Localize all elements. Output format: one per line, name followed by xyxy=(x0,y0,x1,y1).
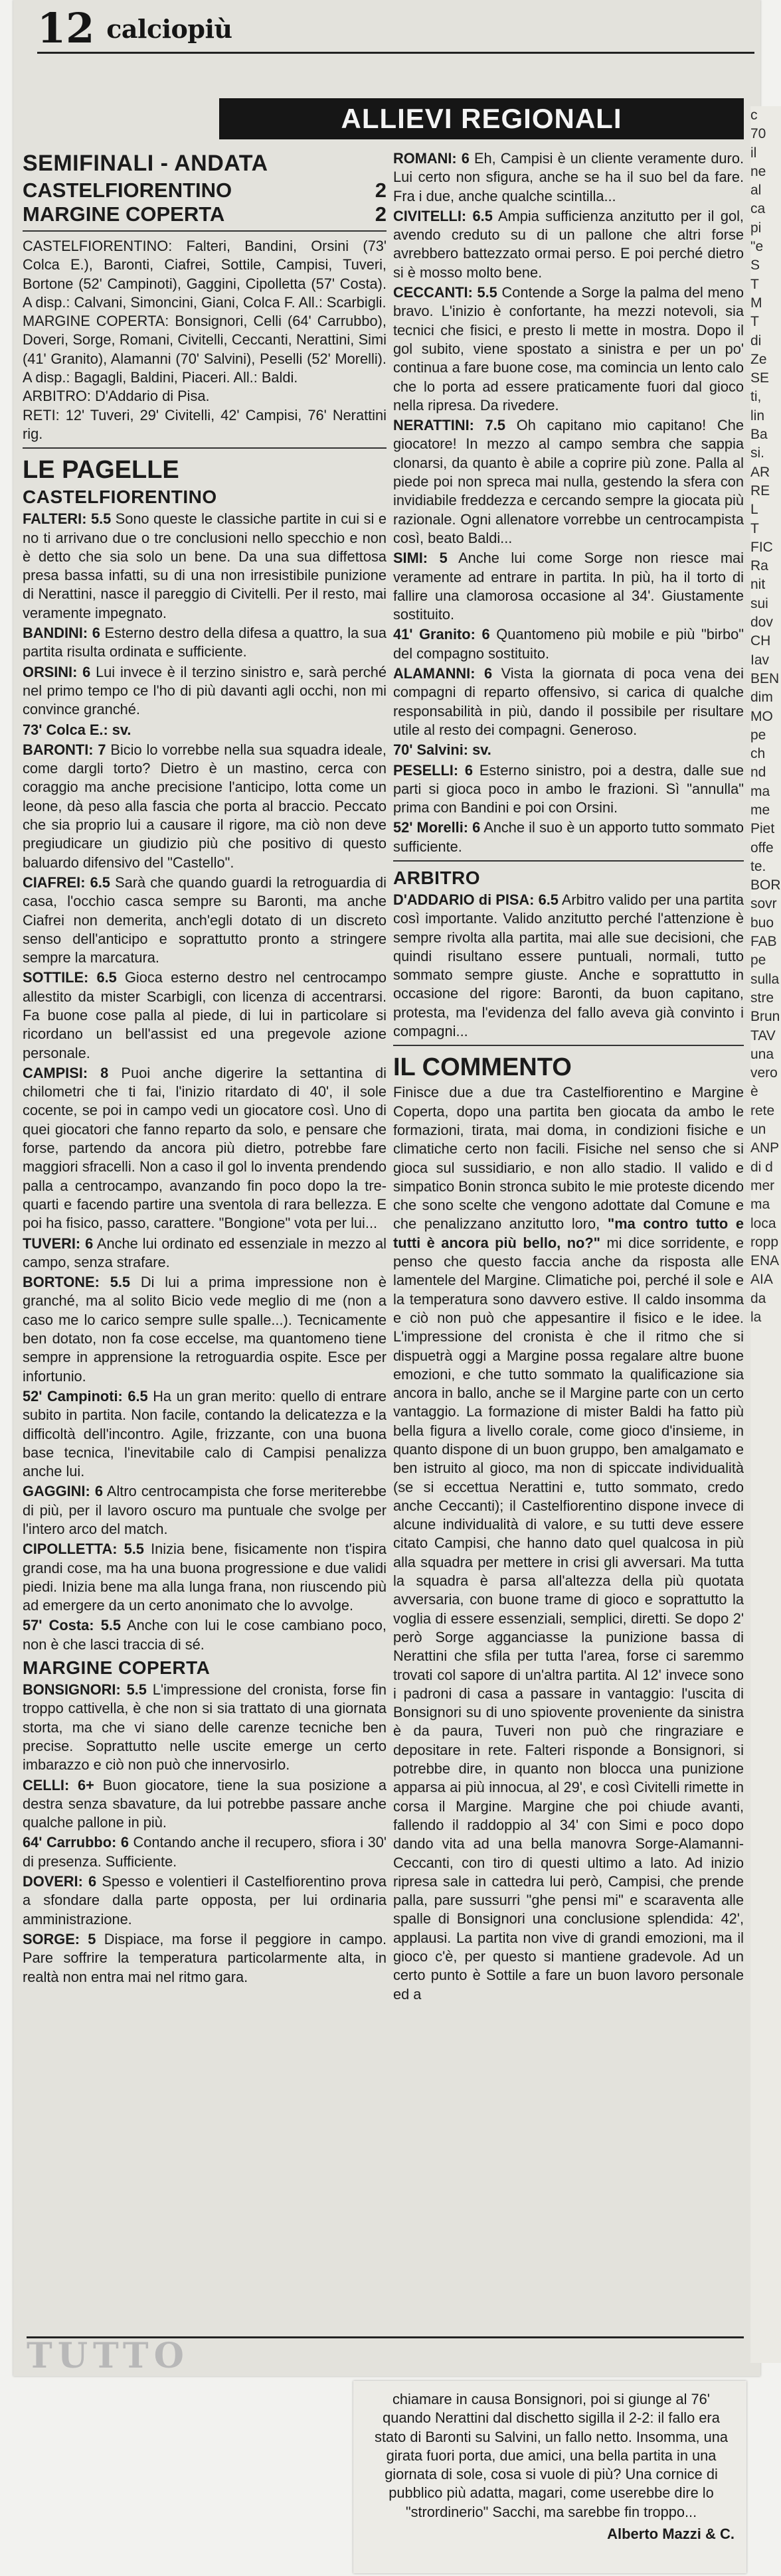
adjacent-page-fragment: CH xyxy=(750,633,771,649)
referee-text: Arbitro valido per una partita così importante. Valido anzitutto perché l'attenzione è sempre rivolta alla partita, mai alle sue decisioni, che quindi risultano essere puntuali, normali, tutto sommato sempre giuste. Anche e soprattutto in occasione del rigore: Baronti, da buon capitano, protesta, ma l'evidenza del fallo aveva già convinto i compagni... xyxy=(393,891,744,1040)
rating-comment: Oh capitano mio capitano! Che giocatore! In mezzo al campo sembra che sappia clonarsi, da quanto è abile a coprire più zone. Palla al piede poi non spreca mai nulla, gestendo la sfera con invidiabile freddezza e cercando sempre la giocata più razionale. Ogni allenatore vorrebbe un centrocampista così, beato Baldi... xyxy=(393,417,744,546)
adjacent-page-fragment: vero xyxy=(750,1065,778,1081)
adjacent-page-fragment: dim xyxy=(750,690,773,706)
adjacent-page-fragment: T xyxy=(750,276,759,292)
section-banner: ALLIEVI REGIONALI xyxy=(219,98,744,139)
player-rating: 52' Morelli: 6 xyxy=(393,819,481,836)
adjacent-page-fragment: FAB xyxy=(750,934,777,950)
adjacent-page-fragment: la xyxy=(750,1310,762,1325)
adjacent-page-fragment: lin xyxy=(750,408,765,423)
commento-text-2: mi dice sorridente, e penso che questo faccia anche da risposta alle lamentele del Margine. Climatiche poi, perché il sole e la temperatura sono davvero estive. Il caldo insomma e ciò non può che appesantire il fisico e le idee. L'impressione del cronista è che il ritmo che si dispuetrà oggi a Margine possa regalare altre buone emozioni, e che tutto sommato la qualificazione sia ancora in ballo, anche se il Margine parte con un certo vantaggio. La formazione di mister Baldi ha fatto più bella figura a livello corale, come gioco d'insieme, in quanto dispone di un buon gruppo, ben amalgamato e ben istruito al gioco, ma non di spiccate individualità (se si eccettua Nerattini e, tutto sommato, credo anche Ceccanti); il Castelfiorentino dispone invece di alcune individualità di valore, e su tutti deve essere citato Campisi, che hanno dato quel qualcosa in più alla squadra per mettere in crisi gli avversari. Ma tutta la squadra è parsa all'altezza della più quotata avversaria, con buone trame di gioco e soprattutto la voglia di essere essenziali, semplici, diretti. Se dopo 2' però Sorge agganciasse la punizione bassa di Nerattini che sfila per tutta l'area, forse ci saremmo trovati col sapore di un'altra partita. Al 12' invece sono i padroni di casa a passare in vantaggio: l'uscita di Bonsignori su di uno spiovente proveniente da sinistra è da paura, Tuveri non può che ringraziare e depositare in rete. Falteri risponde a Bonsignori, si potrebbe dire, in quanto non blocca una punizione apparsa ai più innocua, al 29', e così Civitelli rimette in corsa il Margine. Margine che poi chiude avanti, fallendo il raddoppio al 34' con Simi e poco dopo dando vita ad una bella manovra Sorge-Alamanni-Ceccanti, con tiro di questi ultimo a lato. Ad inizio ripresa sale in cattedra lui però, Campisi, che prende palla, pare sussurri "ghe pensi mi" e scaraventa alle spalle di Bonsignori una conclusione splendida: 42', applausi. La partita non vive di grandi emozioni, ma il gioco c'è, per questo si mantiene gradevole. Ad un certo punto è Sottile a fare un buon lavoro personale ed a xyxy=(393,1234,744,2003)
player-rating: ROMANI: 6 xyxy=(393,150,470,167)
referee-rating xyxy=(393,891,744,1041)
player-rating: SORGE: 5 xyxy=(23,1930,96,1947)
commento-body xyxy=(393,1083,744,2004)
adjacent-page-fragment: Ra xyxy=(750,558,768,574)
rating-comment: Anche lui come Sorge non riesce mai veramente ad entrare in partita. In più, ha il torto di fallire una clamorosa occasione al 34'. Giustamente sostituito. xyxy=(393,550,744,623)
divider xyxy=(23,230,387,232)
adjacent-page-fragment: stre xyxy=(750,990,774,1006)
adjacent-page-fragment: Iav xyxy=(750,652,770,668)
adjacent-page-fragment: Ba xyxy=(750,427,768,443)
adjacent-page-fragment: ANP xyxy=(750,1140,780,1156)
player-rating: PESELLI: 6 xyxy=(393,761,474,779)
adjacent-page-fragment: ti, xyxy=(750,389,762,405)
next-article-teaser: TUTTO xyxy=(27,2336,744,2374)
commento-title: IL COMMENTO xyxy=(393,1053,572,1082)
player-rating: 57' Costa: 5.5 xyxy=(23,1617,121,1634)
player-rating: BANDINI: 6 xyxy=(23,625,100,642)
player-rating: DOVERI: 6 xyxy=(23,1873,97,1890)
adjacent-page-fragment: buo xyxy=(750,915,774,931)
adjacent-page-fragment: pe xyxy=(750,952,766,968)
rating-comment: Spesso e volentieri il Castelfiorentino prova a sfondare dalla parte opposta, per lui ordinaria amministrazione. xyxy=(23,1873,387,1928)
rating-item xyxy=(23,721,387,739)
adjacent-page-fragment: un xyxy=(750,1122,766,1138)
adjacent-page-fragment: S xyxy=(750,258,760,273)
rating-item xyxy=(23,741,387,872)
rating-item xyxy=(393,761,744,818)
commento-text-1: Finisce due a due tra Castelfiorentino e Margine Coperta, dopo una partita ben giocata da ambo le formazioni, tirata, mai doma, in condizioni fisiche e climatiche certo non facili. Fisiche nel senso che si gioca sul sussidiario, e non allo stadio. Il valido e simpatico Bonin stronca subito le mie proteste dicendo che sono scelte che vengono adottate dal Comune e che penalizzano anzitutto loro, xyxy=(393,1084,744,1233)
rating-item xyxy=(23,1833,387,1871)
rating-item xyxy=(23,1930,387,1987)
rating-item xyxy=(23,1064,387,1233)
rating-comment: Dispiace, ma forse il peggiore in campo. Pare soffrire la temperatura particolarmente alta, in realtà non entra mai nel ritmo gara. xyxy=(23,1930,387,1985)
adjacent-page-fragment: "e xyxy=(750,239,764,255)
rating-item xyxy=(23,968,387,1062)
player-rating: CIAFREI: 6.5 xyxy=(23,873,110,891)
rating-comment: Bicio lo vorrebbe nella sua squadra ideale, come dargli torto? Dietro è un mastino, cerca con coraggio ma anche precisione l'anticipo, lotta come un leone, dà peso alla fascia che porta al braccio. Peccato che sia proprio lui a causare il rigore, ma ciò non deve pregiudicare un giudizio più che positivo di questo baluardo difensivo del "Castello". xyxy=(23,741,387,871)
rating-item xyxy=(393,207,744,282)
adjacent-page-fragment: loca xyxy=(750,1215,776,1231)
masthead xyxy=(37,0,754,54)
away-ratings-list xyxy=(23,1681,387,1987)
adjacent-page-fragment: me xyxy=(750,802,770,818)
referee-name: D'ADDARIO di PISA: 6.5 xyxy=(393,891,559,908)
rating-comment: Lui invece è il terzino sinistro e, sarà perché nel primo tempo ce l'ho di più davanti agli occhi, non mi convince granché. xyxy=(23,663,387,718)
adjacent-page-fragment: c xyxy=(750,108,758,123)
rating-item xyxy=(23,663,387,720)
rating-item xyxy=(23,1681,387,1774)
adjacent-page-fragment: Ze xyxy=(750,351,767,367)
player-rating: TUVERI: 6 xyxy=(23,1235,94,1252)
home-team-name: CASTELFIORENTINO xyxy=(23,179,232,202)
adjacent-page-fragment: AIA xyxy=(750,1272,773,1288)
adjacent-page-fragment: nd xyxy=(750,765,766,781)
rating-comment: Gioca esterno destro nel centrocampo allestito da mister Scarbigli, con licenza di accentrarsi. Fa buone cose palla al piede, di lui in particolare si ricordano un bell'assist ed una pregevole azione personale. xyxy=(23,969,387,1061)
player-rating: BORTONE: 5.5 xyxy=(23,1274,131,1291)
away-team-name: MARGINE COPERTA xyxy=(23,202,225,226)
adjacent-page-fragment: Brun xyxy=(750,1009,780,1025)
adjacent-page-fragment: è xyxy=(750,1084,758,1100)
rating-item xyxy=(23,873,387,967)
rating-item xyxy=(393,549,744,624)
home-ratings-list xyxy=(23,510,387,1654)
rating-item xyxy=(393,741,744,759)
adjacent-page-fragment: ma xyxy=(750,1197,770,1213)
rating-comment: Sarà che quando guardi la retroguardia di casa, l'occhio casca sempre su Baronti, ma anche Ciafrei non demerita, anch'egli dotato di un discreto senso dell'anticipo e soprattutto pronto a stringere sempre la marcatura. xyxy=(23,873,387,966)
adjacent-page-fragment: ropp xyxy=(750,1234,779,1250)
adjacent-page-fragment: M xyxy=(750,295,762,311)
rating-item xyxy=(23,510,387,623)
adjacent-page-fragment: da xyxy=(750,1290,766,1306)
adjacent-page-fragment: una xyxy=(750,1046,774,1062)
adjacent-page-fragment: il xyxy=(750,145,757,161)
adjacent-page-fragment: sovr xyxy=(750,896,777,912)
rating-comment: Altro centrocampista che forse meriterebbe di più, per il lavoro oscuro ma puntuale che svolge per l'intero arco del match. xyxy=(23,1483,387,1537)
player-rating: CAMPISI: 8 xyxy=(23,1064,109,1081)
adjacent-page-fragment: SE xyxy=(750,370,770,386)
rating-item xyxy=(393,416,744,548)
player-rating: CIPOLLETTA: 5.5 xyxy=(23,1541,144,1558)
rating-comment: Anche lui ordinato ed essenziale in mezzo al campo, senza strafare. xyxy=(23,1235,387,1270)
adjacent-page-fragment: ma xyxy=(750,783,770,799)
adjacent-page-fragment: ca xyxy=(750,201,766,217)
player-rating: 41' Granito: 6 xyxy=(393,626,490,643)
away-team-row xyxy=(23,202,387,226)
divider xyxy=(393,1045,744,1046)
adjacent-page-fragment: L xyxy=(750,502,758,518)
player-rating: CIVITELLI: 6.5 xyxy=(393,207,493,224)
rating-item xyxy=(23,1235,387,1272)
rating-comment: Contende a Sorge la palma del meno bravo. L'inizio è confortante, ha mezzi notevoli, sia tecnici che fisici, e presto li mette in mostra. Dopo il gol subito, viene spostato a sinistra e per un po' continua a fare buone cose, ma comincia un lento calo che lo porta ad essere praticamente fuori dal gioco nella ripresa. Da rivedere. xyxy=(393,284,744,414)
rating-item xyxy=(393,283,744,415)
match-stage: SEMIFINALI - ANDATA xyxy=(23,151,268,176)
rating-comment: Buon giocatore, tiene la sua posizione a destra senza sbavature, da lui potrebbe passare anche qualche pallone in più. xyxy=(23,1776,387,1831)
rating-item xyxy=(393,818,744,856)
right-column xyxy=(393,149,744,2370)
adjacent-page-fragment: mer xyxy=(750,1177,775,1193)
rating-item xyxy=(23,1482,387,1539)
adjacent-page-fragment: rete xyxy=(750,1102,775,1118)
player-rating: BONSIGNORI: 5.5 xyxy=(23,1681,147,1699)
player-rating: 70' Salvini: sv. xyxy=(393,741,491,759)
adjacent-page-fragment: si. xyxy=(750,445,764,461)
player-rating: BARONTI: 7 xyxy=(23,741,106,758)
player-rating: ALAMANNI: 6 xyxy=(393,665,493,682)
referee-line: ARBITRO: D'Addario di Pisa. xyxy=(23,388,210,405)
home-ratings-header: CASTELFIORENTINO xyxy=(23,487,217,508)
adjacent-page-fragment: di d xyxy=(750,1159,773,1175)
rating-item xyxy=(393,149,744,206)
author-signature: Alberto Mazzi & C. xyxy=(607,2526,735,2543)
adjacent-page-fragment: AR xyxy=(750,464,770,480)
rating-comment: Anche il suo è un apporto tutto sommato sufficiente. xyxy=(393,819,744,855)
player-rating: 52' Campinoti: 6.5 xyxy=(23,1387,148,1404)
referee-title: ARBITRO xyxy=(393,867,481,888)
adjacent-page-fragment: 70 xyxy=(750,126,766,142)
commento-quote: "ma contro tutto e tutti è ancora più bello, no?" xyxy=(393,1215,744,1251)
adjacent-page-fragment: di xyxy=(750,333,762,348)
player-rating: CECCANTI: 5.5 xyxy=(393,284,497,301)
rating-item xyxy=(23,1387,387,1481)
pagelle-title: LE PAGELLE xyxy=(23,456,179,485)
player-rating: GAGGINI: 6 xyxy=(23,1483,103,1500)
player-rating: NERATTINI: 7.5 xyxy=(393,417,505,434)
rating-comment: Puoi anche digerire la settantina di chilometri che ti fai, l'inizio ritardato di 40', il sole cocente, se poi in campo vedi un giocatore così. Uno di quei giocatori che fanno reparto da solo, e pensare che forse, partendo da ancora più dietro, potrebbe fare maggiori sfracelli. Non a caso il gol lo inventa prendendo palla a centrocampo, avanzando fin poco dopo la tre-quarti e facendo partire una sventola di rara bellezza. E poi ha fisico, passo, carattere. "Bongione" vota per lui... xyxy=(23,1064,387,1232)
adjacent-page-fragment: ch xyxy=(750,746,766,762)
adjacent-page-fragment: Piet xyxy=(750,821,775,837)
player-rating: FALTERI: 5.5 xyxy=(23,510,112,528)
rating-comment: Ampia sufficienza anzitutto per il gol, avendo creduto su di un pallone che altri forse avrebbero battezzato ormai perso. E poi perché dietro si è mosso molto bene. xyxy=(393,207,744,281)
home-score: 2 xyxy=(375,179,387,202)
rating-item xyxy=(23,1776,387,1833)
player-rating: ORSINI: 6 xyxy=(23,663,91,680)
rating-comment: Di lui a prima impressione non è granché, ma al solito Bicio vede meglio di me (non a caso me lo carico sempre sulle spalle...). Tecnicamente ben dotato, non fa cose eccelse, ma quantomeno tiene sempre in apprensione la retroguardia ospite. Esce per infortunio. xyxy=(23,1274,387,1385)
left-column xyxy=(23,149,387,2370)
adjacent-page-fragment: al xyxy=(750,183,762,198)
rating-comment: Vista la giornata di poca vena dei compagni di reparto offensivo, si carica di qualche responsabilità in più, dando il possibile per risultare utile al resto dei compagni. Generoso. xyxy=(393,665,744,738)
rating-item xyxy=(23,1273,387,1386)
commento-continuation-clipping xyxy=(353,2381,746,2573)
rating-comment: Inizia bene, fisicamente non t'ispira grandi cose, ma ha una buona progressione e due validi piedi. Inizia bene ma alla lunga frana, non riuscendo più ad emergere da un certo anonimato che lo avvolge. xyxy=(23,1541,387,1614)
home-team-row xyxy=(23,179,387,202)
home-lineup: CASTELFIORENTINO: Falteri, Bandini, Orsini (73' Colca E.), Baronti, Ciafrei, Sottile, Campisi, Tuveri, Bortone (52' Campinoti), Gaggini, Cipolletta (57' Costa). A disp.: Calvani, Simoncini, Giani, Colca F. All.: Scarbigli. xyxy=(23,238,387,311)
rating-comment: L'impressione del cronista, forse fin troppo cattivella, è che non si sia trattato di una giornata storta, ma che vi siano delle carenze tecniche ben precise. Soprattutto nelle uscite emerge un certo imbarazzo e ciò non può che innervosirlo. xyxy=(23,1681,387,1774)
rating-comment: Esterno destro della difesa a quattro, la sua partita risulta ordinata e sufficiente. xyxy=(23,625,387,660)
adjacent-page-fragment: T xyxy=(750,314,759,330)
page-number: 12 xyxy=(37,4,95,52)
rating-item xyxy=(393,625,744,663)
away-lineup: MARGINE COPERTA: Bonsignori, Celli (64' Carrubbo), Doveri, Sorge, Romani, Civitelli, Ceccanti, Nerattini, Simi (41' Granito), Alamanni (70' Salvini), Peselli (52' Morelli). A disp.: Bagagli, Baldini, Piaceri. All.: Baldi. xyxy=(23,313,387,386)
rating-item xyxy=(23,1616,387,1654)
rating-comment: Eh, Campisi è un cliente veramente duro. Lui certo non sfigura, anche se ha il suo bel da fare. Fra i due, anche qualche scintilla... xyxy=(393,150,744,204)
rating-comment: Anche con lui le cose cambiano poco, non è che lasci traccia di sé. xyxy=(23,1617,387,1653)
adjacent-page-fragment: BEN xyxy=(750,670,780,686)
adjacent-page-fragment: pe xyxy=(750,727,766,743)
adjacent-page-fragment: BOR xyxy=(750,877,781,893)
player-rating: CELLI: 6+ xyxy=(23,1776,94,1793)
commento-continuation: chiamare in causa Bonsignori, poi si giunge al 76' quando Nerattini dal dischetto sigilla il 2-2: il fallo era stato di Baronti su Salvini, un fallo netto. Insomma, una girata fuori porta, due amici, una bella partita in una giornata di sole, cosa si vuole di più? Una cornice di pubblico più adatta, magari, come userebbe dire lo "strordinerio" Sacchi, ma sarebbe fin troppo... xyxy=(375,2391,728,2520)
adjacent-page-edge xyxy=(750,106,781,2363)
away-score: 2 xyxy=(375,202,387,226)
rating-comment: Quantomeno più mobile e più "birbo" del compagno sostituito. xyxy=(393,626,744,662)
divider xyxy=(393,860,744,862)
player-rating: SOTTILE: 6.5 xyxy=(23,969,117,986)
adjacent-page-fragment: nit xyxy=(750,577,766,593)
rating-item xyxy=(393,664,744,739)
adjacent-page-fragment: offe xyxy=(750,840,774,856)
away-ratings-list-continued xyxy=(393,149,744,856)
adjacent-page-fragment: ENA xyxy=(750,1253,780,1269)
adjacent-page-fragment: FIC xyxy=(750,539,773,555)
adjacent-page-fragment: sui xyxy=(750,595,768,611)
rating-comment: Esterno sinistro, poi a destra, dalle sue parti si gioca poco in ambo le frazioni. Sì "annulla" prima con Bandini e poi con Orsini. xyxy=(393,761,744,816)
player-rating: 73' Colca E.: sv. xyxy=(23,721,131,738)
adjacent-page-fragment: MO xyxy=(750,708,773,724)
adjacent-page-fragment: RE xyxy=(750,483,770,498)
adjacent-page-fragment: T xyxy=(750,520,759,536)
away-ratings-header: MARGINE COPERTA xyxy=(23,1657,211,1679)
rating-item xyxy=(23,1872,387,1929)
adjacent-page-fragment: sulla xyxy=(750,971,780,987)
player-rating: SIMI: 5 xyxy=(393,550,448,567)
goals-line: RETI: 12' Tuveri, 29' Civitelli, 42' Campisi, 76' Nerattini rig. xyxy=(23,406,387,442)
adjacent-page-fragment: te. xyxy=(750,858,766,874)
rating-comment: Ha un gran merito: quello di entrare subito in partita. Non facile, contando la delicatezza e la difficoltà dell'incontro. Agile, frizzante, con una buona base tecnica, l'inevitabile calo di Campisi penalizza anche lui. xyxy=(23,1387,387,1480)
rating-comment: Contando anche il recupero, sfiora i 30' di presenza. Sufficiente. xyxy=(23,1834,387,1870)
rating-comment: Sono queste le classiche partite in cui si e no ti arrivano due o tre conclusioni nello specchio e non è detto che sia solo un bene. Da una sua diffettosa presa bassa infatti, su di una non irresistibile punizione di Nerattini, nasce il pareggio di Civitelli. Per il resto, mai veramente impegnato. xyxy=(23,510,387,621)
magazine-name: calciopiù xyxy=(106,14,232,44)
adjacent-page-fragment: ne xyxy=(750,163,766,179)
rating-item xyxy=(23,1540,387,1615)
adjacent-page-fragment: pi xyxy=(750,220,762,236)
adjacent-page-fragment: dov xyxy=(750,615,773,631)
player-rating: 64' Carrubbo: 6 xyxy=(23,1834,129,1851)
divider xyxy=(23,447,387,449)
rating-item xyxy=(23,624,387,662)
adjacent-page-fragment: TAV xyxy=(750,1027,776,1043)
